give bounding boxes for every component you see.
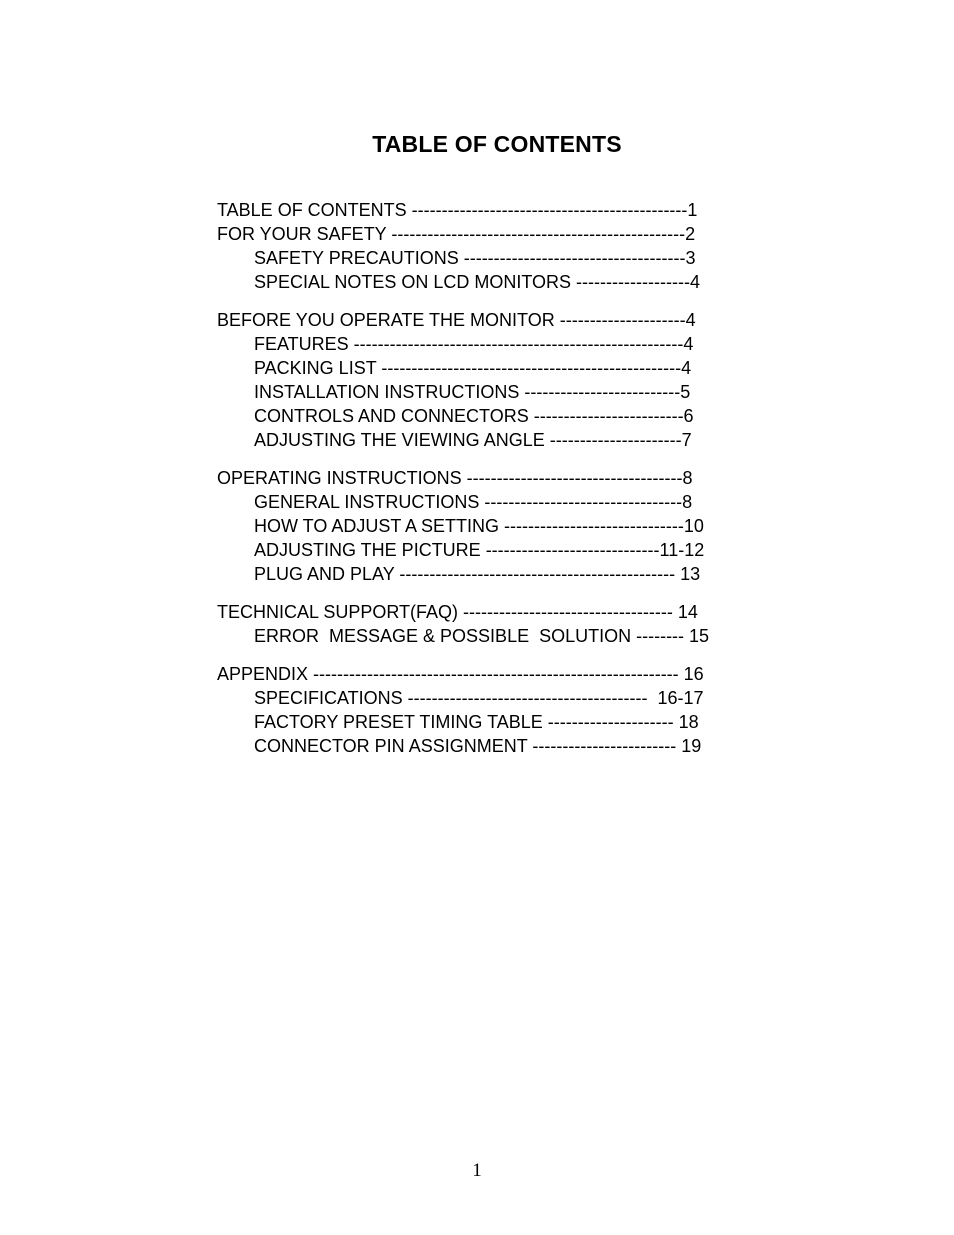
toc-entry-specifications[interactable]: SPECIFICATIONS ---------------------------------------- 16-17 bbox=[254, 688, 704, 708]
toc-entry-appendix[interactable]: APPENDIX ------------------------------------------------------------- 16 bbox=[217, 664, 704, 684]
toc-entry-special-notes[interactable]: SPECIAL NOTES ON LCD MONITORS -------------------4 bbox=[254, 272, 700, 292]
toc-entry-before-you-operate[interactable]: BEFORE YOU OPERATE THE MONITOR ---------------------4 bbox=[217, 310, 696, 330]
toc-entry-table-of-contents[interactable]: TABLE OF CONTENTS ----------------------------------------------1 bbox=[217, 200, 698, 220]
toc-section-safety bbox=[217, 198, 709, 294]
toc-entry-installation-instructions[interactable]: INSTALLATION INSTRUCTIONS --------------------------5 bbox=[254, 382, 691, 402]
toc-entry-features[interactable]: FEATURES -------------------------------------------------------4 bbox=[254, 334, 694, 354]
toc-entry-adjusting-viewing-angle[interactable]: ADJUSTING THE VIEWING ANGLE ----------------------7 bbox=[254, 430, 692, 450]
toc-section-technical-support bbox=[217, 600, 709, 648]
toc-section-appendix bbox=[217, 662, 709, 758]
toc-entry-factory-preset-timing[interactable]: FACTORY PRESET TIMING TABLE --------------------- 18 bbox=[254, 712, 699, 732]
toc-section-operating bbox=[217, 466, 709, 586]
toc-entry-how-to-adjust[interactable]: HOW TO ADJUST A SETTING ------------------------------10 bbox=[254, 516, 704, 536]
toc-entry-operating-instructions[interactable]: OPERATING INSTRUCTIONS ------------------------------------8 bbox=[217, 468, 693, 488]
toc-section-before-operate bbox=[217, 308, 709, 452]
toc-entry-adjusting-picture[interactable]: ADJUSTING THE PICTURE -----------------------------11-12 bbox=[254, 540, 705, 560]
toc-entry-technical-support[interactable]: TECHNICAL SUPPORT(FAQ) ----------------------------------- 14 bbox=[217, 602, 698, 622]
page-title: TABLE OF CONTENTS bbox=[372, 131, 622, 157]
table-of-contents bbox=[217, 198, 709, 772]
toc-entry-packing-list[interactable]: PACKING LIST --------------------------------------------------4 bbox=[254, 358, 692, 378]
toc-entry-connector-pin-assignment[interactable]: CONNECTOR PIN ASSIGNMENT ------------------------ 19 bbox=[254, 736, 702, 756]
toc-entry-plug-and-play[interactable]: PLUG AND PLAY ---------------------------------------------- 13 bbox=[254, 564, 701, 584]
toc-entry-error-message[interactable]: ERROR MESSAGE & POSSIBLE SOLUTION -------- 15 bbox=[254, 626, 710, 646]
page-number: 1 bbox=[472, 1160, 482, 1181]
toc-entry-general-instructions[interactable]: GENERAL INSTRUCTIONS ---------------------------------8 bbox=[254, 492, 693, 512]
toc-entry-controls-and-connectors[interactable]: CONTROLS AND CONNECTORS -------------------------6 bbox=[254, 406, 694, 426]
toc-entry-safety-precautions[interactable]: SAFETY PRECAUTIONS -------------------------------------3 bbox=[254, 248, 696, 268]
toc-entry-for-your-safety[interactable]: FOR YOUR SAFETY -------------------------------------------------2 bbox=[217, 224, 696, 244]
